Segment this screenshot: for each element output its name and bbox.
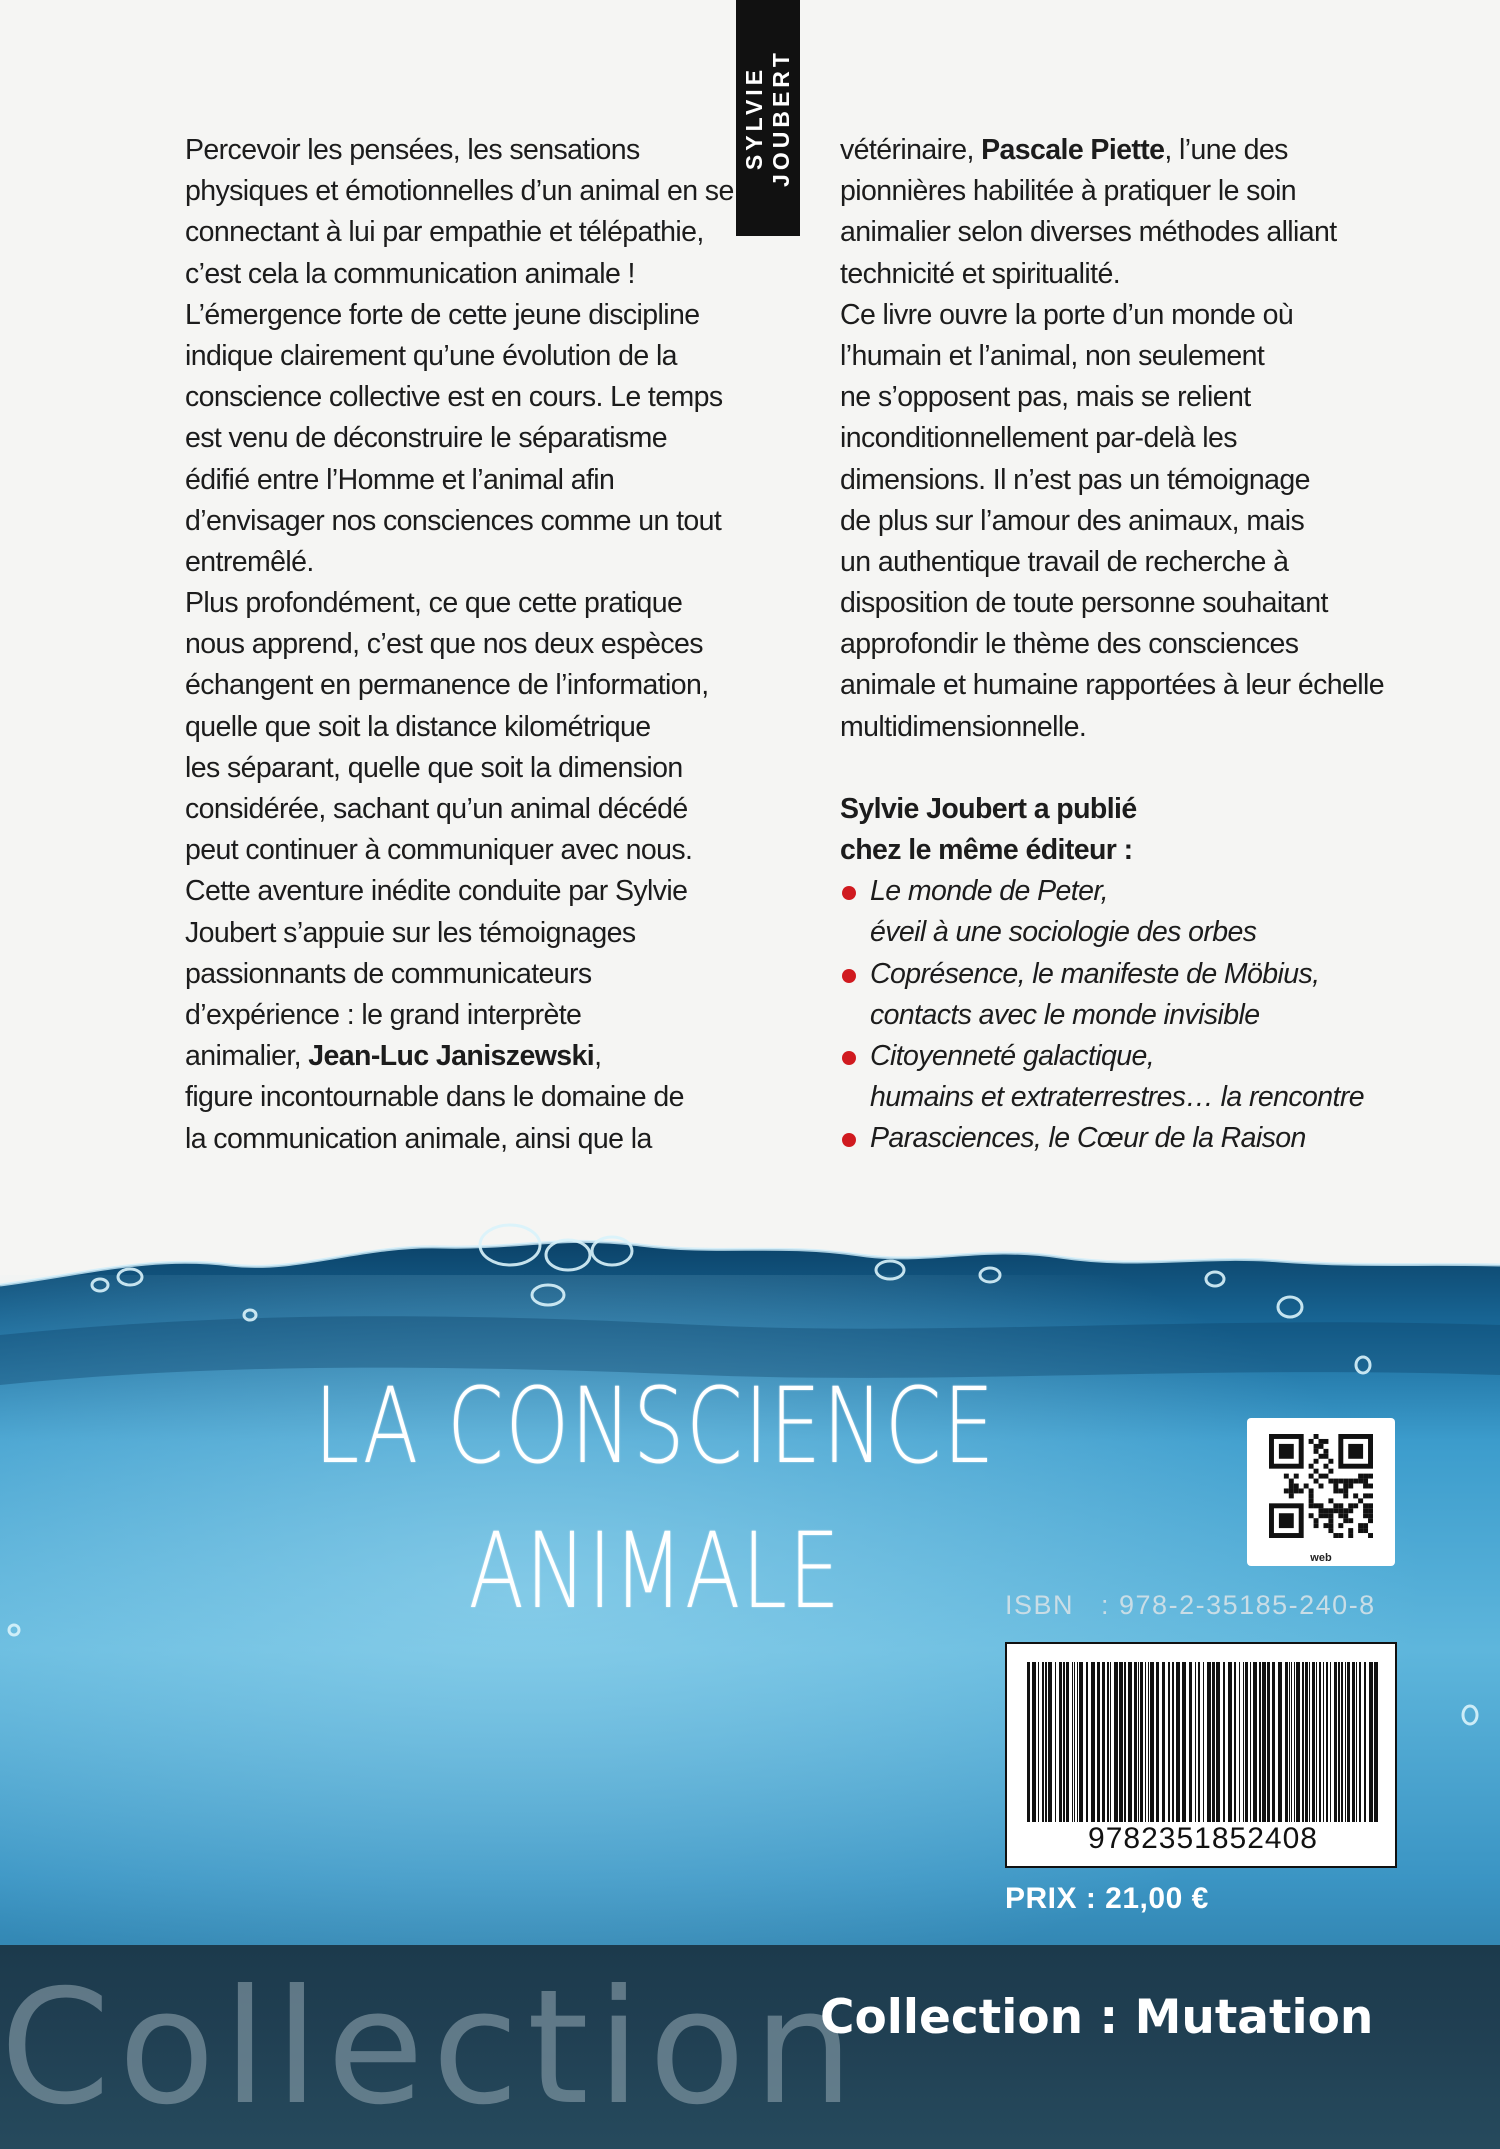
- text-segment: pionnières habilitée à pratiquer le soin: [840, 175, 1297, 208]
- text-segment: indique clairement qu’une évolution de la: [185, 339, 677, 372]
- publications-heading: [840, 789, 1440, 871]
- text-line: [185, 254, 745, 295]
- bullet-icon: [842, 969, 856, 983]
- text-line: [185, 336, 745, 377]
- text-line: [185, 789, 745, 830]
- publication-title-line: éveil à une sociologie des orbes: [870, 916, 1257, 949]
- text-segment: ,: [594, 1040, 602, 1073]
- text-segment: animale et humaine rapportées à leur échelle: [840, 669, 1384, 702]
- text-line: [185, 418, 745, 459]
- text-segment: ne s’opposent pas, mais se relient: [840, 381, 1251, 414]
- publication-item: [840, 954, 1440, 1036]
- text-segment: un authentique travail de recherche à: [840, 545, 1289, 578]
- text-line: [185, 542, 745, 583]
- text-segment: approfondir le thème des consciences: [840, 628, 1299, 661]
- text-segment: la communication animale, ainsi que la: [185, 1122, 652, 1155]
- spine-author: SYLVIE JOUBERT: [741, 49, 794, 187]
- text-segment: quelle que soit la distance kilométrique: [185, 710, 651, 743]
- barcode-number: 9782351852408: [1088, 1822, 1318, 1855]
- text-line: [840, 254, 1440, 295]
- isbn-text: ISBN : 978-2-35185-240-8: [1005, 1590, 1376, 1620]
- qr-code-pattern: [1269, 1434, 1373, 1538]
- text-segment: Joubert s’appuie sur les témoignages: [185, 916, 636, 949]
- text-segment: l’humain et l’animal, non seulement: [840, 339, 1265, 372]
- left-text-column: [185, 130, 745, 1160]
- bullet-icon: [842, 1133, 856, 1147]
- text-line: [840, 212, 1440, 253]
- text-line: [185, 460, 745, 501]
- text-segment: Cette aventure inédite conduite par Sylvie: [185, 875, 688, 908]
- text-line: [840, 501, 1440, 542]
- text-line: [840, 295, 1440, 336]
- text-line: [840, 624, 1440, 665]
- publication-title-line: Coprésence, le manifeste de Möbius,: [870, 957, 1320, 990]
- text-line: [840, 583, 1440, 624]
- text-line: [185, 954, 745, 995]
- publication-item: [840, 871, 1440, 953]
- publication-item: [840, 1036, 1440, 1118]
- cover-title-line1: LA CONSCIENCE: [314, 1365, 996, 1487]
- text-segment: animalier,: [185, 1040, 309, 1073]
- text-segment: multidimensionnelle.: [840, 710, 1087, 743]
- text-line: [840, 542, 1440, 583]
- text-line: [840, 460, 1440, 501]
- text-line: [185, 130, 745, 171]
- publication-title-line: Parasciences, le Cœur de la Raison: [870, 1122, 1306, 1155]
- text-segment: disposition de toute personne souhaitant: [840, 587, 1328, 620]
- text-segment: inconditionnellement par-delà les: [840, 422, 1237, 455]
- text-line: [840, 665, 1440, 706]
- text-segment: passionnants de communicateurs: [185, 957, 592, 990]
- bullet-icon: [842, 886, 856, 900]
- price-label: PRIX : 21,00 €: [1005, 1882, 1209, 1915]
- text-segment: connectant à lui par empathie et télépathie,: [185, 216, 704, 249]
- barcode: [1005, 1642, 1397, 1868]
- collection-name: Collection : Mutation: [820, 1990, 1374, 2045]
- text-segment: L’émergence forte de cette jeune discipline: [185, 298, 700, 331]
- text-segment: de plus sur l’amour des animaux, mais: [840, 504, 1305, 537]
- bold-name: Jean-Luc Janiszewski: [308, 1040, 595, 1073]
- publication-item: [840, 1118, 1440, 1159]
- text-line: [185, 913, 745, 954]
- text-segment: dimensions. Il n’est pas un témoignage: [840, 463, 1310, 496]
- text-segment: c’est cela la communication animale !: [185, 257, 635, 290]
- text-segment: d’expérience : le grand interprète: [185, 998, 582, 1031]
- right-text-column: [840, 130, 1440, 1160]
- publication-title-line: contacts avec le monde invisible: [870, 998, 1260, 1031]
- text-line: [840, 418, 1440, 459]
- text-segment: considérée, sachant qu’un animal décédé: [185, 793, 688, 825]
- text-line: [185, 624, 745, 665]
- bullet-icon: [842, 1051, 856, 1065]
- text-segment: nous apprend, c’est que nos deux espèces: [185, 628, 703, 661]
- text-line: [840, 707, 1440, 748]
- text-segment: entremêlé.: [185, 545, 314, 578]
- publication-title-line: Le monde de Peter,: [870, 875, 1108, 908]
- barcode-bars: [1023, 1662, 1383, 1822]
- text-segment: d’envisager nos consciences comme un tout: [185, 504, 722, 537]
- text-segment: Percevoir les pensées, les sensations: [185, 134, 640, 166]
- collection-watermark: Collection: [0, 1956, 862, 2140]
- text-line: [840, 336, 1440, 377]
- text-line: [185, 748, 745, 789]
- publication-title-line: humains et extraterrestres… la rencontre: [870, 1081, 1364, 1114]
- publications-heading-line: chez le même éditeur :: [840, 834, 1133, 866]
- text-line: [185, 995, 745, 1036]
- text-line: [840, 130, 1440, 171]
- publication-title-line: Citoyenneté galactique,: [870, 1039, 1155, 1072]
- qr-label: web: [1310, 1552, 1332, 1564]
- text-segment: les séparant, quelle que soit la dimension: [185, 751, 683, 784]
- text-line: [840, 171, 1440, 212]
- bold-name: Pascale Piette: [981, 134, 1165, 166]
- text-segment: vétérinaire,: [840, 134, 982, 166]
- text-line: [185, 830, 745, 871]
- text-line: [185, 707, 745, 748]
- text-segment: animalier selon diverses méthodes alliant: [840, 216, 1337, 249]
- text-line: [185, 1036, 745, 1077]
- text-line: [185, 501, 745, 542]
- text-line: [185, 1119, 745, 1160]
- text-segment: , l’une des: [1164, 134, 1288, 166]
- text-segment: peut continuer à communiquer avec nous.: [185, 834, 693, 867]
- text-segment: échangent en permanence de l’information,: [185, 669, 709, 702]
- publications-heading-line: Sylvie Joubert a publié: [840, 792, 1137, 825]
- text-line: [840, 377, 1440, 418]
- text-segment: est venu de déconstruire le séparatisme: [185, 422, 667, 455]
- text-line: [185, 212, 745, 253]
- cover-title-line2: ANIMALE: [468, 1510, 842, 1632]
- text-line: [185, 871, 745, 912]
- text-line: [185, 171, 745, 212]
- publications-list: [840, 871, 1440, 1159]
- text-segment: physiques et émotionnelles d’un animal en se: [185, 175, 734, 208]
- text-segment: édifié entre l’Homme et l’animal afin: [185, 463, 615, 496]
- text-line: [185, 377, 745, 418]
- text-line: [185, 1077, 745, 1118]
- text-segment: conscience collective est en cours. Le temps: [185, 381, 723, 414]
- text-segment: Ce livre ouvre la porte d’un monde où: [840, 298, 1294, 331]
- qr-code: [1247, 1418, 1395, 1566]
- text-line: [185, 665, 745, 706]
- text-segment: technicité et spiritualité.: [840, 257, 1121, 290]
- text-segment: Plus profondément, ce que cette pratique: [185, 587, 683, 620]
- text-segment: figure incontournable dans le domaine de: [185, 1081, 684, 1114]
- text-line: [185, 295, 745, 336]
- text-line: [185, 583, 745, 624]
